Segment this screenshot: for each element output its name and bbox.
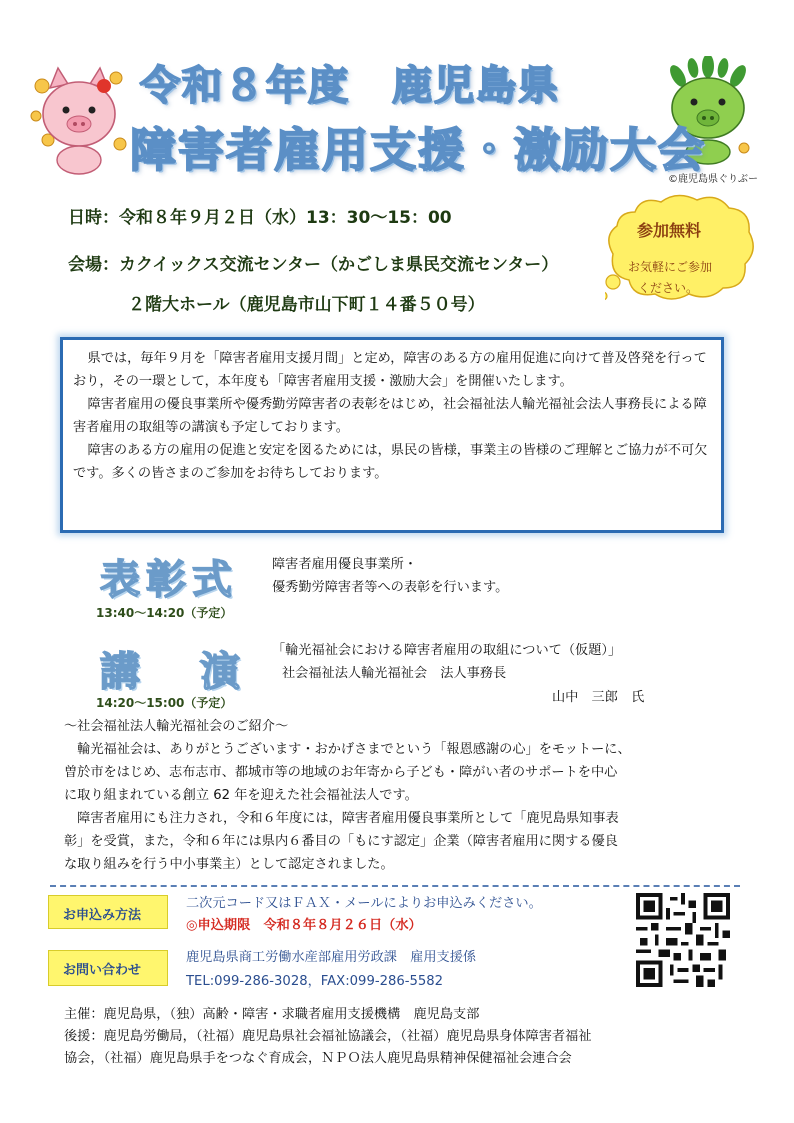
award-desc-1: 障害者雇用優良事業所・ — [272, 557, 418, 572]
intro-paragraph-1: 県では，毎年９月を「障害者雇用支援月間」と定め，障害のある方の雇用促進に向けて普及啓発を行っており，その一環として，本年度も「障害者雇用支援・激励大会」を開催いたします。 — [73, 351, 707, 389]
section-divider — [50, 885, 740, 887]
apply-label: お申込み方法 — [48, 895, 168, 929]
title-line-1: 令和８年度 鹿児島県 — [140, 63, 560, 109]
intro-paragraph-3: 障害のある方の雇用の促進と安定を図るためには，県民の皆様，事業主の皆様のご理解とご協力が不可欠です。多くの皆さまのご参加をお待ちしております。 — [73, 443, 708, 481]
intro-paragraph-2: 障害者雇用の優良事業所や優秀勤労障害者の表彰をはじめ，社会福祉法人輪光福祉会法人事務長による障害者雇用の取組等の講演も予定しております。 — [73, 397, 707, 435]
contact-label: お問い合わせ — [48, 950, 168, 986]
lecture-time: 14:20〜15:00（予定） — [96, 696, 233, 710]
supporters-line-2: 協会，（社福）鹿児島県手をつなぐ育成会，ＮＰＯ法人鹿児島県精神保健福祉会連合会 — [64, 1051, 572, 1066]
about-line-3: に取り組まれている創立 62 年を迎えた社会福祉法人です。 — [64, 788, 418, 803]
about-line-4: 障害者雇用にも注力され，令和６年度には，障害者雇用優良事業所として「鹿児島県知事表 — [64, 811, 619, 826]
qr-code-icon[interactable] — [636, 893, 730, 987]
award-time: 13:40〜14:20（予定） — [96, 606, 233, 620]
about-line-5: 彰」を受賞，また，令和６年には県内６番目の「もにす認定」企業（障害者雇用に関する優良 — [64, 834, 618, 849]
about-heading: 〜社会福祉法人輪光福祉会のご紹介〜 — [64, 719, 289, 734]
about-line-6: な取り組みを行う中小事業主）として認定されました。 — [64, 857, 394, 872]
intro-box — [60, 337, 724, 533]
award-desc-2: 優秀勤労障害者等への表彰を行います。 — [272, 580, 509, 595]
pink-pig-mascot-icon — [28, 58, 132, 178]
free-admission-line-1: お気軽にご参加 — [628, 260, 713, 274]
supporters-line-1: 後援：鹿児島労働局，（社福）鹿児島県社会福祉協議会，（社福）鹿児島県身体障害者福祉 — [64, 1029, 592, 1044]
title-line-2: 障害者雇用支援・激励大会 — [130, 123, 706, 177]
event-date: 日時：令和８年９月２日（水）13：30〜15：00 — [68, 208, 452, 228]
organizer: 主催：鹿児島県，（独）高齢・障害・求職者雇用支援機構 鹿児島支部 — [64, 1007, 480, 1022]
lecture-theme: 「輪光福祉会における障害者雇用の取組について（仮題）」 — [272, 643, 622, 658]
event-venue-detail: ２階大ホール（鹿児島市山下町１４番５０号） — [128, 295, 485, 315]
lecture-heading: 講 演 — [100, 649, 250, 695]
contact-tel-fax: TEL:099-286-3028，FAX:099-286-5582 — [186, 974, 444, 989]
apply-method: 二次元コード又はＦＡＸ・メールによりお申込みください。 — [186, 896, 542, 911]
mascot-credit: ©鹿児島県ぐりぶー — [668, 174, 758, 185]
about-line-2: 曽於市をはじめ、志布志市、都城市等の地域のお年寄から子ども・障がい者のサポートを中心 — [64, 765, 618, 780]
contact-dept: 鹿児島県商工労働水産部雇用労政課 雇用支援係 — [186, 950, 477, 965]
free-admission-line-2: ください。 — [638, 281, 699, 295]
apply-deadline: ◎申込期限 令和８年８月２６日（水） — [186, 918, 422, 933]
lecture-org: 社会福祉法人輪光福祉会 法人事務長 — [282, 666, 507, 681]
award-heading: 表彰式 — [100, 557, 238, 603]
lecture-speaker: 山中 三郎 氏 — [552, 690, 645, 705]
free-admission-title: 参加無料 — [637, 221, 702, 240]
about-line-1: 輪光福祉会は、ありがとうございます・おかげさまでという「報恩感謝の心」をモットーに、 — [64, 742, 631, 757]
event-venue: 会場：カクイックス交流センター（かごしま県民交流センター） — [68, 255, 559, 275]
